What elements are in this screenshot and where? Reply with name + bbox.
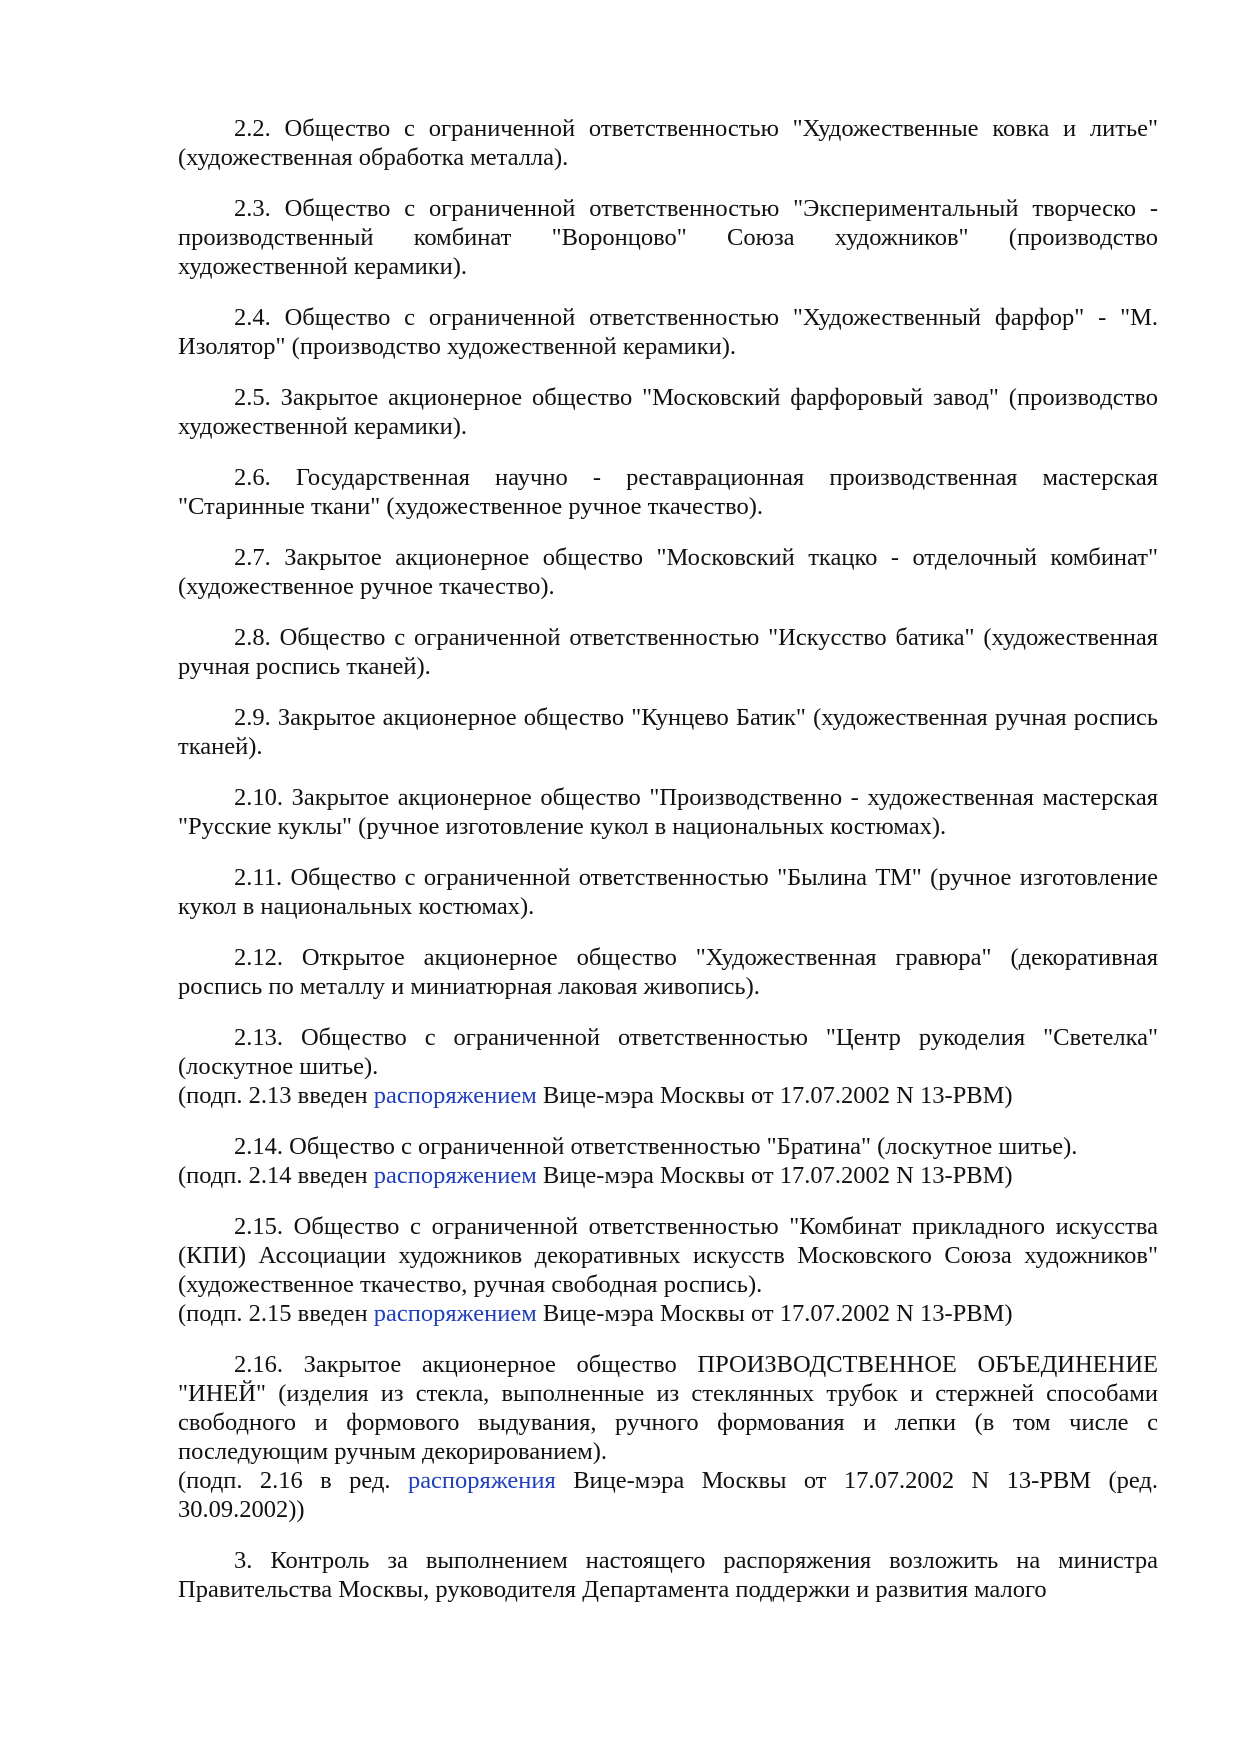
clause-2-6	[178, 463, 1158, 521]
clause-text: 2.8. Общество с ограниченной ответственностью "Искусство батика" (художественная ручная роспись тканей).	[178, 624, 1158, 680]
clause-text: 2.3. Общество с ограниченной ответственностью "Экспериментальный творческо - производственный комбинат "Воронцово" Союза художников" (производство художественной керамики).	[178, 195, 1158, 280]
clause-2-3	[178, 194, 1158, 281]
amendment-note: (подп. 2.15 введен распоряжением Вице-мэра Москвы от 17.07.2002 N 13-РВМ)	[178, 1300, 1013, 1327]
clause-2-11	[178, 863, 1158, 921]
amendment-link[interactable]: распоряжением	[373, 1300, 537, 1327]
amendment-note: (подп. 2.14 введен распоряжением Вице-мэра Москвы от 17.07.2002 N 13-РВМ)	[178, 1162, 1013, 1189]
clause-2-16	[178, 1350, 1158, 1524]
clause-text: 2.4. Общество с ограниченной ответственностью "Художественный фарфор" - "М. Изолятор" (производство художественной керамики).	[178, 304, 1158, 360]
clause-2-12	[178, 943, 1158, 1001]
amendment-note: (подп. 2.16 в ред. распоряжения Вице-мэра Москвы от 17.07.2002 N 13-РВМ (ред. 30.09.2002))	[178, 1467, 1158, 1523]
clause-text: 2.13. Общество с ограниченной ответственностью "Центр рукоделия "Светелка" (лоскутное шитье).	[178, 1024, 1158, 1080]
clause-text: 2.11. Общество с ограниченной ответственностью "Былина ТМ" (ручное изготовление кукол в национальных костюмах).	[178, 864, 1158, 920]
clause-2-2	[178, 114, 1158, 172]
clause-2-14	[178, 1132, 1158, 1190]
clause-2-5	[178, 383, 1158, 441]
clause-2-10	[178, 783, 1158, 841]
clause-2-15	[178, 1212, 1158, 1328]
clause-text: 2.9. Закрытое акционерное общество "Кунцево Батик" (художественная ручная роспись тканей).	[178, 704, 1158, 760]
clause-2-9	[178, 703, 1158, 761]
clause-text: 2.7. Закрытое акционерное общество "Московский ткацко - отделочный комбинат" (художественное ручное ткачество).	[178, 544, 1158, 600]
clause-2-8	[178, 623, 1158, 681]
document-page	[178, 114, 1158, 1626]
clause-text: 2.14. Общество с ограниченной ответственностью "Братина" (лоскутное шитье).	[234, 1133, 1078, 1160]
clause-3	[178, 1546, 1158, 1604]
clause-text: 2.10. Закрытое акционерное общество "Производственно - художественная мастерская "Русские куклы" (ручное изготовление кукол в национальных костюмах).	[178, 784, 1158, 840]
clause-2-13	[178, 1023, 1158, 1110]
clause-2-7	[178, 543, 1158, 601]
clause-text: 2.6. Государственная научно - реставрационная производственная мастерская "Старинные ткани" (художественное ручное ткачество).	[178, 464, 1158, 520]
clause-2-4	[178, 303, 1158, 361]
clause-text: 2.15. Общество с ограниченной ответственностью "Комбинат прикладного искусства (КПИ) Ассоциации художников декоративных искусств Московского Союза художников" (художественное ткачество, ручная свободная роспись).	[178, 1213, 1158, 1298]
amendment-link[interactable]: распоряжением	[373, 1082, 537, 1109]
clause-text: 3. Контроль за выполнением настоящего распоряжения возложить на министра Правительства Москвы, руководителя Департамента поддержки и развития малого	[178, 1547, 1158, 1603]
clause-text: 2.5. Закрытое акционерное общество "Московский фарфоровый завод" (производство художественной керамики).	[178, 384, 1158, 440]
clause-text: 2.16. Закрытое акционерное общество ПРОИЗВОДСТВЕННОЕ ОБЪЕДИНЕНИЕ "ИНЕЙ" (изделия из стекла, выполненные из стеклянных трубок и стержней способами свободного и формового выдувания, ручного формования и лепки (в том числе с последующим ручным декорированием).	[178, 1351, 1158, 1465]
amendment-link[interactable]: распоряжением	[373, 1162, 537, 1189]
clause-text: 2.2. Общество с ограниченной ответственностью "Художественные ковка и литье" (художественная обработка металла).	[178, 115, 1158, 171]
amendment-link[interactable]: распоряжения	[407, 1467, 556, 1494]
clause-text: 2.12. Открытое акционерное общество "Художественная гравюра" (декоративная роспись по металлу и миниатюрная лаковая живопись).	[178, 944, 1158, 1000]
amendment-note: (подп. 2.13 введен распоряжением Вице-мэра Москвы от 17.07.2002 N 13-РВМ)	[178, 1082, 1013, 1109]
